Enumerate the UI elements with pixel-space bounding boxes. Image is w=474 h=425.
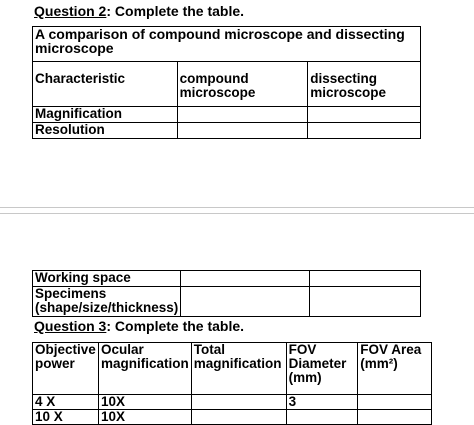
cell-total[interactable] [191,410,286,425]
row-label-resolution: Resolution [33,123,178,139]
table-cell[interactable] [308,123,421,139]
table-cell[interactable] [308,107,421,123]
table-cell[interactable] [309,271,420,287]
magnification-table [32,342,432,425]
page-divider [0,207,474,208]
table-cell[interactable] [309,287,420,317]
header-compound: compound microscope [177,62,308,107]
question-3-number: Question 3 [34,318,107,334]
cell-fov-diameter: 3 [286,395,358,410]
cell-fov-area[interactable] [358,410,432,425]
cell-ocular: 10X [98,410,191,425]
header-ocular-magnification: Ocular magnification [98,343,191,395]
cell-objective: 4 X [33,395,99,410]
question-2-number: Question 2 [34,3,107,19]
comparison-table [32,26,421,139]
table-cell[interactable] [181,287,310,317]
header-characteristic: Characteristic [33,62,178,107]
table-cell[interactable] [177,107,308,123]
header-dissecting: dissecting microscope [308,62,421,107]
header-fov-diameter: FOV Diameter (mm) [286,343,358,395]
row-label-specimens: Specimens (shape/size/thickness) [33,287,181,317]
table-cell[interactable] [181,271,310,287]
header-fov-area: FOV Area (mm²) [358,343,432,395]
row-label-working-space: Working space [33,271,181,287]
cell-fov-diameter[interactable] [286,410,358,425]
cell-ocular: 10X [98,395,191,410]
question-3-heading [34,318,244,334]
page-divider [0,213,474,214]
comparison-table-continued [32,270,421,317]
cell-objective: 10 X [33,410,99,425]
row-label-magnification: Magnification [33,107,178,123]
question-3-text: : Complete the table. [106,318,245,334]
cell-fov-area[interactable] [358,395,432,410]
question-2-text: : Complete the table. [106,3,245,19]
table-caption: A comparison of compound microscope and dissecting microscope [33,27,421,62]
header-total-magnification: Total magnification [191,343,286,395]
question-2-heading [34,3,244,19]
header-objective-power: Objective power [33,343,99,395]
table-cell[interactable] [177,123,308,139]
cell-total[interactable] [191,395,286,410]
